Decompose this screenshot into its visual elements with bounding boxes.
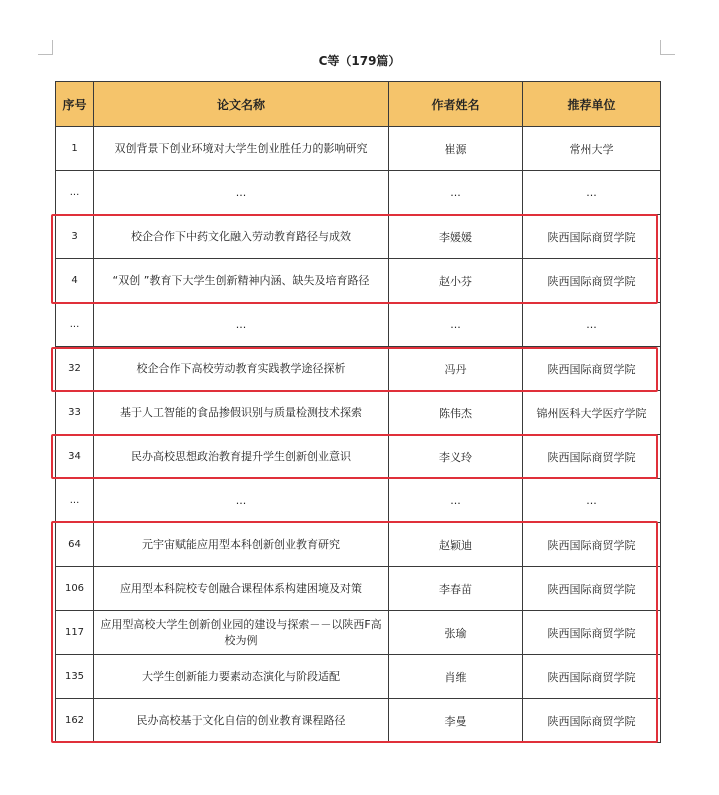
cell-serial: 135 bbox=[56, 655, 94, 699]
cell-recommending-unit: 陕西国际商贸学院 bbox=[523, 699, 661, 743]
cell-serial: ... bbox=[56, 479, 94, 523]
cell-serial: 162 bbox=[56, 699, 94, 743]
cell-author: 陈伟杰 bbox=[389, 391, 523, 435]
cell-author: 赵小芬 bbox=[389, 259, 523, 303]
cell-paper-title: ... bbox=[94, 171, 389, 215]
cell-author: 冯丹 bbox=[389, 347, 523, 391]
cell-author: 李曼 bbox=[389, 699, 523, 743]
cell-paper-title: 元宇宙赋能应用型本科创新创业教育研究 bbox=[94, 523, 389, 567]
cell-paper-title: 应用型高校大学生创新创业园的建设与探索－－以陕西F高校为例 bbox=[94, 611, 389, 655]
cell-recommending-unit: 锦州医科大学医疗学院 bbox=[523, 391, 661, 435]
highlight-box bbox=[51, 521, 658, 743]
cell-recommending-unit: 陕西国际商贸学院 bbox=[523, 567, 661, 611]
cell-author: ... bbox=[389, 303, 523, 347]
cell-serial: 4 bbox=[56, 259, 94, 303]
cell-author: 张瑜 bbox=[389, 611, 523, 655]
cell-paper-title: 双创背景下创业环境对大学生创业胜任力的影响研究 bbox=[94, 127, 389, 171]
cell-recommending-unit: 陕西国际商贸学院 bbox=[523, 259, 661, 303]
cell-serial: 33 bbox=[56, 391, 94, 435]
cell-serial: 64 bbox=[56, 523, 94, 567]
cell-serial: 34 bbox=[56, 435, 94, 479]
cell-paper-title: “双创 ”教育下大学生创新精神内涵、缺失及培育路径 bbox=[94, 259, 389, 303]
cell-recommending-unit: 常州大学 bbox=[523, 127, 661, 171]
header-author: 作者姓名 bbox=[389, 82, 523, 127]
cell-recommending-unit: 陕西国际商贸学院 bbox=[523, 523, 661, 567]
cell-paper-title: 大学生创新能力要素动态演化与阶段适配 bbox=[94, 655, 389, 699]
cell-author: 崔源 bbox=[389, 127, 523, 171]
cell-serial: 3 bbox=[56, 215, 94, 259]
cell-recommending-unit: ... bbox=[523, 303, 661, 347]
table-row bbox=[56, 479, 661, 523]
cell-paper-title: 应用型本科院校专创融合课程体系构建困境及对策 bbox=[94, 567, 389, 611]
cell-recommending-unit: 陕西国际商贸学院 bbox=[523, 347, 661, 391]
table-header-row bbox=[56, 82, 661, 127]
cell-recommending-unit: 陕西国际商贸学院 bbox=[523, 215, 661, 259]
cell-paper-title: 民办高校基于文化自信的创业教育课程路径 bbox=[94, 699, 389, 743]
document-title: C等（179篇） bbox=[318, 54, 401, 68]
cell-paper-title: ... bbox=[94, 303, 389, 347]
header-paper-title: 论文名称 bbox=[94, 82, 389, 127]
cell-serial: 32 bbox=[56, 347, 94, 391]
highlight-box bbox=[51, 347, 658, 392]
cell-paper-title: 校企合作下高校劳动教育实践教学途径探析 bbox=[94, 347, 389, 391]
cell-author: ... bbox=[389, 479, 523, 523]
table-row bbox=[56, 391, 661, 435]
cell-serial: ... bbox=[56, 303, 94, 347]
cell-serial: 117 bbox=[56, 611, 94, 655]
header-recommending-unit: 推荐单位 bbox=[523, 82, 661, 127]
cell-recommending-unit: 陕西国际商贸学院 bbox=[523, 435, 661, 479]
table-row bbox=[56, 303, 661, 347]
cell-author: 赵颖迪 bbox=[389, 523, 523, 567]
cell-paper-title: 基于人工智能的食品掺假识别与质量检测技术探索 bbox=[94, 391, 389, 435]
cell-paper-title: ... bbox=[94, 479, 389, 523]
table-row bbox=[56, 127, 661, 171]
cell-author: 李义玲 bbox=[389, 435, 523, 479]
cell-serial: 1 bbox=[56, 127, 94, 171]
cell-paper-title: 校企合作下中药文化融入劳动教育路径与成效 bbox=[94, 215, 389, 259]
cell-author: 李春苗 bbox=[389, 567, 523, 611]
cell-recommending-unit: ... bbox=[523, 479, 661, 523]
cell-recommending-unit: ... bbox=[523, 171, 661, 215]
cell-author: 李媛媛 bbox=[389, 215, 523, 259]
cell-author: ... bbox=[389, 171, 523, 215]
cell-serial: 106 bbox=[56, 567, 94, 611]
highlight-box bbox=[51, 214, 658, 304]
table-row bbox=[56, 171, 661, 215]
cell-recommending-unit: 陕西国际商贸学院 bbox=[523, 655, 661, 699]
cell-recommending-unit: 陕西国际商贸学院 bbox=[523, 611, 661, 655]
cell-paper-title: 民办高校思想政治教育提升学生创新创业意识 bbox=[94, 435, 389, 479]
cell-serial: ... bbox=[56, 171, 94, 215]
highlight-box bbox=[51, 434, 658, 479]
cell-author: 肖维 bbox=[389, 655, 523, 699]
header-serial: 序号 bbox=[56, 82, 94, 127]
